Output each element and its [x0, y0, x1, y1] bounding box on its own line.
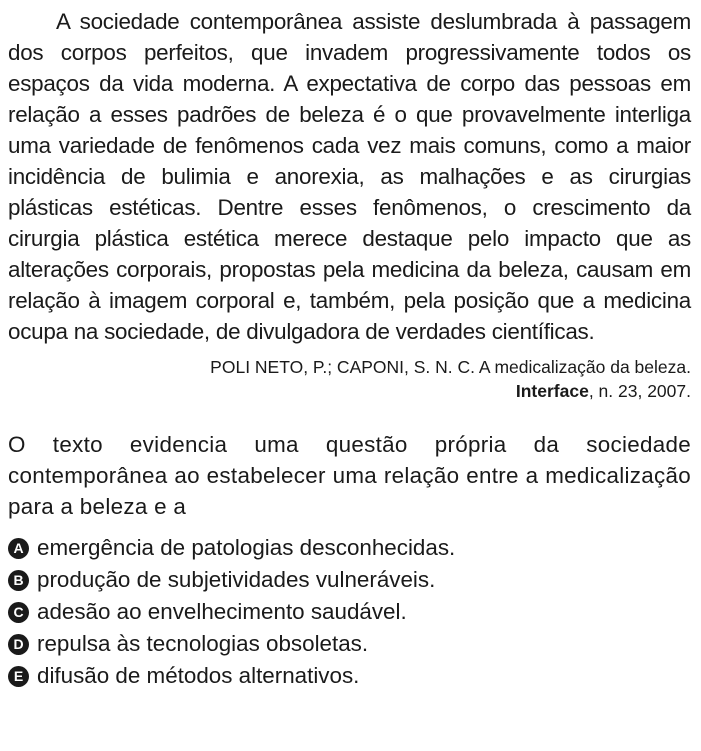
option-c-text: adesão ao envelhecimento saudável. — [37, 599, 407, 624]
question-stem: O texto evidencia uma questão própria da sociedade contemporânea ao estabelecer uma relação entre a medicalização para a beleza e a — [8, 432, 691, 519]
option-a-letter-badge: A — [8, 538, 29, 559]
passage-text: A sociedade contemporânea assiste deslumbrada à passagem dos corpos perfeitos, que invadem progressivamente todos os espaços da vida moderna. A expectativa de corpo das pessoas em relação a esses padrões de beleza é o que provavelmente interliga uma variedade de fenômenos cada vez mais comuns, como a maior incidência de bulimia e anorexia, as malhações e as cirurgias plásticas estéticas. Dentre esses fenômenos, o crescimento da cirurgia plástica estética merece destaque pelo impacto que as alterações corporais, propostas pela medicina da beleza, causam em relação à imagem corporal e, também, pela posição que a medicina ocupa na sociedade, de divulgadora de verdades científicas. — [8, 9, 691, 344]
option-b-text: produção de subjetividades vulneráveis. — [37, 567, 436, 592]
answer-options — [8, 532, 691, 692]
option-e-text: difusão de métodos alternativos. — [37, 663, 360, 688]
citation-details: , n. 23, 2007. — [588, 381, 691, 401]
option-e[interactable] — [8, 660, 691, 692]
option-b-letter-badge: B — [8, 570, 29, 591]
citation — [8, 355, 691, 403]
option-e-letter-badge: E — [8, 666, 29, 687]
citation-source — [8, 379, 691, 403]
option-c[interactable] — [8, 596, 691, 628]
option-d-text: repulsa às tecnologias obsoletas. — [37, 631, 369, 656]
option-d[interactable] — [8, 628, 691, 660]
citation-authors-title: POLI NETO, P.; CAPONI, S. N. C. A medicalização da beleza. — [210, 357, 691, 377]
option-b[interactable] — [8, 564, 691, 596]
option-d-letter-badge: D — [8, 634, 29, 655]
option-a[interactable] — [8, 532, 691, 564]
option-c-letter-badge: C — [8, 602, 29, 623]
option-a-text: emergência de patologias desconhecidas. — [37, 535, 456, 560]
citation-journal: Interface — [515, 381, 589, 401]
